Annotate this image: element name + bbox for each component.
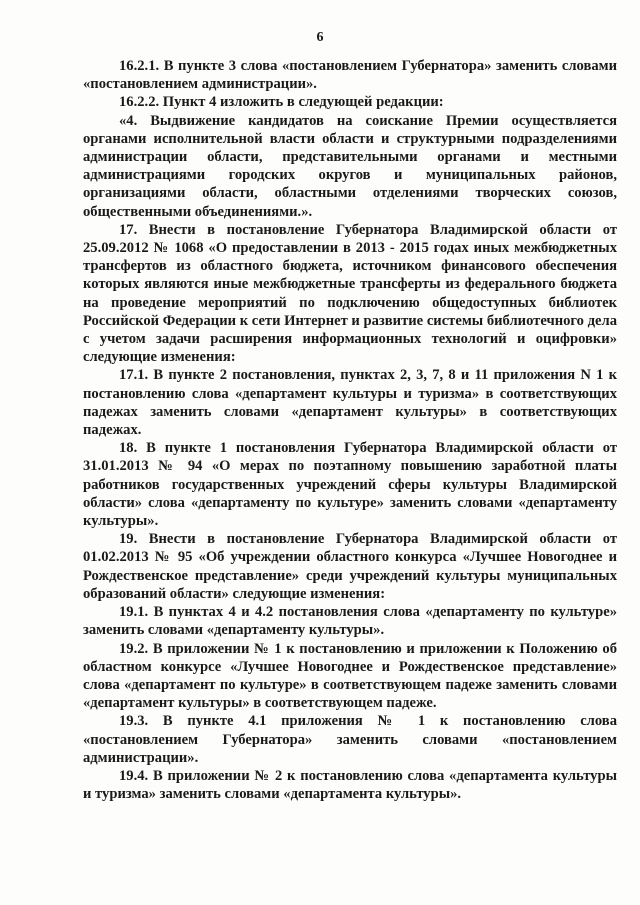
paragraph-19-2: 19.2. В приложении № 1 к постановлению и приложении к Положению об областном конкурсе «Лучшее Новогоднее и Рождественское представление» слова «департамент по культуре» в соответствующем падеже заменить словами «департамент культуры» в соответствующем падеже.	[83, 640, 617, 712]
paragraph-19-4: 19.4. В приложении № 2 к постановлению слова «департамента культуры и туризма» заменить словами «департамента культуры».	[83, 767, 617, 803]
paragraph-quoted-item-4: «4. Выдвижение кандидатов на соискание Премии осуществляется органами исполнительной власти области и структурными подразделениями администрации области, представительными органами и местными администрациями городских округов и муниципальных районов, организациями области, областными отделениями творческих союзов, общественными объединениями.».	[83, 112, 617, 220]
paragraph-17-1: 17.1. В пункте 2 постановления, пунктах 2, 3, 7, 8 и 11 приложения N 1 к постановлению слова «департамент культуры и туризма» в соответствующих падежах заменить словами «департамент культуры» в соответствующих падежах.	[83, 367, 617, 439]
paragraph-18: 18. В пункте 1 постановления Губернатора Владимирской области от 31.01.2013 № 94 «О мерах по поэтапному повышению заработной платы работников государственных учреждений сферы культуры Владимирской области» слова «департаменту по культуре» заменить словами «департаменту культуры».	[83, 440, 617, 530]
document-body	[83, 57, 617, 803]
paragraph-16-2-2: 16.2.2. Пункт 4 изложить в следующей редакции:	[119, 94, 444, 111]
page-number: 6	[316, 30, 324, 45]
paragraph-17: 17. Внести в постановление Губернатора Владимирской области от 25.09.2012 № 1068 «О предоставлении в 2013 - 2015 годах иных межбюджетных трансфертов из областного бюджета, источником финансового обеспечения которых являются иные межбюджетные трансферты из федерального бюджета на проведение мероприятий по подключению общедоступных библиотек Российской Федерации к сети Интернет и развитие системы библиотечного дела с учетом задачи расширения информационных технологий и оцифровки» следующие изменения:	[83, 221, 617, 366]
paragraph-19-3: 19.3. В пункте 4.1 приложения № 1 к постановлению слова «постановлением Губернатора» заменить словами «постановлением администрации».	[83, 713, 617, 766]
paragraph-19-1: 19.1. В пунктах 4 и 4.2 постановления слова «департаменту по культуре» заменить словами «департаменту культуры».	[83, 604, 617, 639]
paragraph-16-2-1: 16.2.1. В пункте 3 слова «постановлением Губернатора» заменить словами «постановлением администрации».	[83, 58, 617, 93]
paragraph-19: 19. Внести в постановление Губернатора Владимирской области от 01.02.2013 № 95 «Об учреждении областного конкурса «Лучшее Новогоднее и Рождественское представление» среди учреждений культуры муниципальных образований области» следующие изменения:	[83, 531, 617, 602]
